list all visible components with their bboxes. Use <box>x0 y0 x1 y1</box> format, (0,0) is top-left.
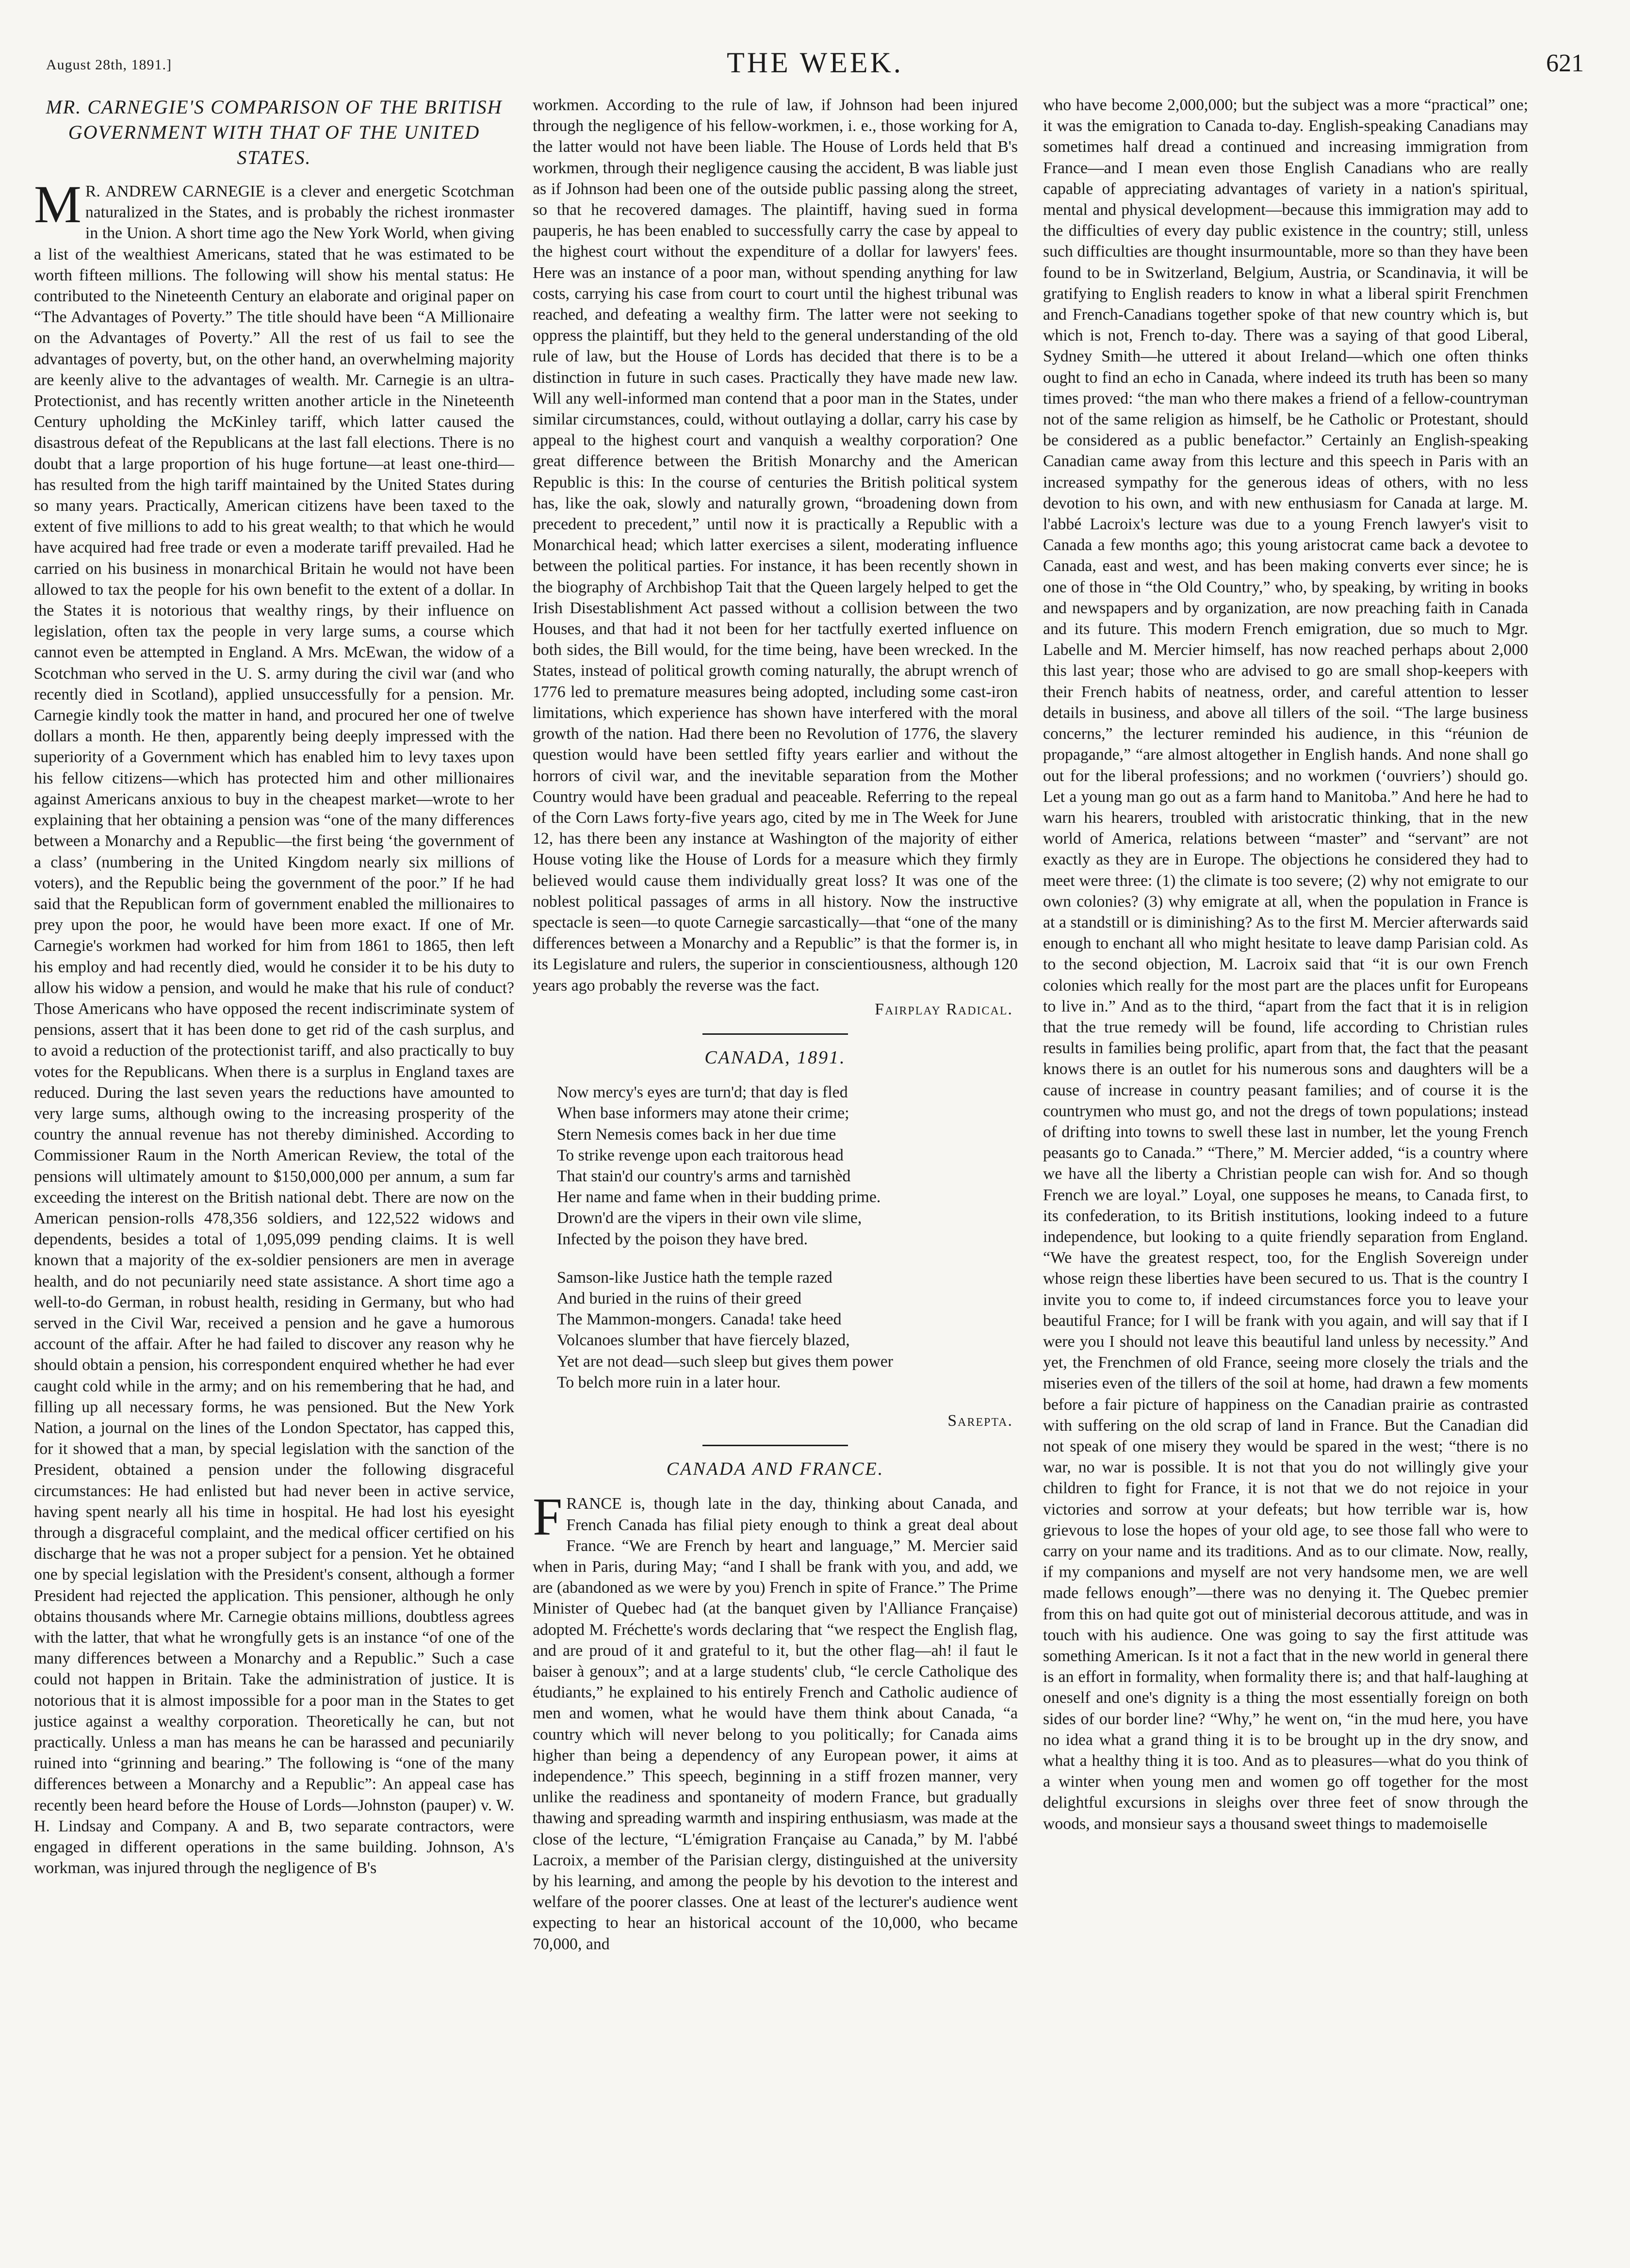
section-divider <box>702 1445 848 1446</box>
poem-line: Infected by the poison they have bred. <box>557 1230 808 1248</box>
poem-line: Her name and fame when in their budding prime. <box>557 1188 881 1207</box>
poem-title: CANADA, 1891. <box>704 1047 846 1068</box>
page-number: 621 <box>1546 49 1584 77</box>
column-1 <box>34 95 514 2249</box>
page-header <box>46 46 1584 85</box>
poem-line: Now mercy's eyes are turn'd; that day is fled <box>557 1083 848 1102</box>
article-paragraph: workmen. According to the rule of law, if Johnson had been injured through the negligence of his fellow-workmen, i. e., those working for A, the latter would not have been liable. The House of Lords held that B's workmen, through their negligence causing the accident, B was liable just as if Johnson had been one of the outside public passing along the street, so that he recovered damages. The plaintiff, having sued in forma pauperis, he has been enabled to successfully carry the case by appeal to the highest court without the expenditure of a dollar for lawyers' fees. Here was an instance of a poor man, without spending anything for law costs, carrying his case from court to court until the highest tribunal was reached, and defeating a wealthy firm. The latter were not seeking to oppress the plaintiff, but they held to the general understanding of the old rule of law, but the House of Lords has decided that there is to be a distinction in future in such cases. Practically they have made new law. Will any well-informed man contend that a poor man in the States, under similar circumstances, could, without outlaying a dollar, carry his case by appeal to the highest court and vanquish a wealthy corporation? One great difference between the British Monarchy and the American Republic is this: In the course of centuries the British political system has, like the oak, slowly and naturally grown, “broadening down from precedent to precedent,” until now it is practically a Republic with a Monarchical head; which latter exercises a silent, moderating influence between the political parties. For instance, it has been recently shown in the biography of Archbishop Tait that the Queen largely helped to get the Irish Disestablishment Act passed without a collision between the two Houses, and that had it not been for her tactfully exerted influence on both sides, the Bill would, for the time being, have been wrecked. In the States, instead of political growth coming naturally, the abrupt wrench of 1776 led to premature measures being adopted, including some cast-iron limitations, which experience has shown have interfered with the moral growth of the nation. Had there been no Revolution of 1776, the slavery question would have been settled fifty years earlier and without the horrors of civil war, and the inevitable separation from the Mother Country would have been gradual and peaceable. Referring to the repeal of the Corn Laws forty-five years ago, cited by me in The Week for June 12, has there been any instance at Washington of the majority of either House voting like the House of Lords for a measure which they firmly believed would cause them individually great loss? It was one of the noblest political passages of arms in all history. Now the instructive spectacle is seen—to quote Carnegie sarcastically—that “one of the many differences between a Monarchy and a Republic” is that the former is, in its Legislature and rulers, the superior in conscientiousness, although 120 years ago probably the reverse was the fact. <box>533 96 1018 995</box>
article-title-canada-france: CANADA AND FRANCE. <box>666 1459 884 1480</box>
masthead-title: THE WEEK. <box>727 47 903 79</box>
poem-line: And buried in the ruins of their greed <box>557 1289 801 1307</box>
poem-stanza <box>557 1267 1018 1393</box>
poem-line: Stern Nemesis comes back in her due time <box>557 1125 836 1143</box>
column-3 <box>1043 95 1528 2249</box>
poem-line: Samson-like Justice hath the temple razed <box>557 1268 832 1287</box>
poem-line: When base informers may atone their crime; <box>557 1104 849 1123</box>
poem-stanza <box>557 1082 1018 1250</box>
article-paragraph: who have become 2,000,000; but the subject was a more “practical” one; it was the emigration to Canada to-day. English-speaking Canadians may sometimes half dread a continued and increasing immigration from France—and I mean even those English Canadians who are really capable of appreciating advantages of variety in a nation's spiritual, mental and physical development—because this immigration may add to the difficulties of every day public existence in the country; still, unless such difficulties are thought insurmountable, more so than they have been found to be in Switzerland, Belgium, Austria, or Scandinavia, it will be gratifying to English readers to know in what a liberal spirit Frenchmen and French-Canadians together spoke of that new country which is, but which is not, French to-day. There was a saying of that good Liberal, Sydney Smith—he uttered it about Ireland—which one often thinks ought to find an echo in Canada, where indeed its truth has been so many times proved: “the man who there makes a friend of a fellow-countryman not of the same religion as himself, be he Catholic or Protestant, should be considered as a public benefactor.” Certainly an English-speaking Canadian came away from this lecture and this speech in Paris with an increased sympathy for the generous ideas of others, with no less devotion to his own, and with new enthusiasm for Canada at large. M. l'abbé Lacroix's lecture was due to a young French lawyer's visit to Canada a few months ago; this young aristocrat came back a devotee to Canada, east and west, and has been making converts ever since; he is one of those in “the Old Country,” who, by speaking, by writing in books and newspapers and by organization, are now preaching faith in Canada and its future. This modern French emigration, due so much to Mgr. Labelle and M. Mercier himself, has now reached perhaps about 2,000 this last year; those who are advised to go are small shop-keepers with their French habits of neatness, order, and careful attention to lesser details in business, and above all tillers of the soil. “The large business concerns,” the lecturer reminded his audience, in this “réunion de propagande,” “are almost altogether in English hands. And none shall go out for the liberal professions; and no workmen (‘ouvriers’) should go. Let a young man go out as a farm hand to Manitoba.” And here he had to warn his hearers, troubled with aristocratic thinking, that in the new world of America, relations between “master” and “servant” are not exactly as they are in Europe. The objections he considered they had to meet were three: (1) the climate is too severe; (2) why not emigrate to our own colonies? (3) why emigrate at all, when the population in France is at a standstill or is diminishing? As to the first M. Mercier afterwards said enough to enchant all who might hesitate to leave damp Parisian cold. As to the second objection, M. Lacroix said that “it is our own French colonies which really for the most part are the places unfit for Europeans to live in.” And as to the third, “apart from the fact that it is in religion that the true remedy will be found, life according to Christian rules results in families being prolific, apart from that, the fact that the peasant knows there is an outlet for his numerous sons and daughters will be a cause of increase in country peasant families; and of course it is the countrymen who must go, and not the dregs of town populations; instead of drifting into towns to swell these last in number, let the young French peasants go to Canada.” “There,” M. Mercier added, “is a country where we have all the liberty a Christian people can wish for. And so though French we are loyal.” Loyal, one supposes he means, to Canada first, to its confederation, to its British institutions, looking indeed to a future independence, but looking to a quite friendly separation from England. “We have the greatest respect, too, for the English Sovereign under whose reign these liberties have been secured to us. That is the country I invite you to come to, if indeed circumstances force you to leave your beautiful France; for I will be frank with you again, and will say that if I were you I should not leave this beautiful land unless by necessity.” And yet, the Frenchmen of old France, seeing more closely the trials and the miseries even of the tillers of the soil at home, had drawn a few moments before a fair picture of happiness on the Canadian prairie as contrasted with suffering on the old scrap of land in France. But the Canadian did not speak of one misery they would be spared in the west; “there is no war, no war is possible. It is not that you do not willingly give your children to fight for France, it is not that we do not rejoice in your victories and sorrow at your defeats; but how terrible war is, how grievous to lose the hopes of your old age, to see those fall who were to carry on your name and its traditions. And as to our climate. Now, really, if my companions and myself are not very handsome men, we are well made fellows enough”—there was no denying it. The Quebec premier from this on had quite got out of ministerial decorous attitude, and was in touch with his audience. One was going to say the first attitude was something American. Is it not a fact that in the new world in general there is an effort in formality, when formality there is; and that half-laughing at oneself and one's dignity is a thing the most essentially foreign on both sides of our border line? “Why,” he went on, “in the mud here, you have no idea what a grand thing it is to be brought up in the dry snow, and what a healthy thing it is too. And as to pleasures—what do you think of a winter when young men and women go off together for the most delightful excursions in sleighs over three feet of snow through the woods, and monsieur says a thousand sweet things to mademoiselle <box>1043 96 1528 1833</box>
article-paragraph: MR. ANDREW CARNEGIE is a clever and energetic Scotchman naturalized in the States, and is probably the richest ironmaster in the Union. A short time ago the New York World, when giving a list of the wealthiest Americans, stated that he was estimated to be worth fifteen millions. The following will show his mental status: He contributed to the Nineteenth Century an elaborate and original paper on “The Advantages of Poverty.” The title should have been “A Millionaire on the Advantages of Poverty.” All the rest of us fail to see the advantages of poverty, but, on the other hand, an overwhelming majority are keenly alive to the advantages of wealth. Mr. Carnegie is an ultra-Protectionist, and has recently written another article in the Nineteenth Century upholding the McKinley tariff, which latter caused the disastrous defeat of the Republicans at the last fall elections. There is no doubt that a large proportion of his huge fortune—at least one-third—has resulted from the high tariff maintained by the United States during so many years. Practically, American citizens have been taxed to the extent of five millions to add to his great wealth; to that which he would have acquired had free trade or even a moderate tariff prevailed. Had he carried on his business in monarchical Britain he would not have been allowed to tax the people for his own benefit to the extent of a dollar. In the States it is notorious that wealthy rings, by their influence on legislation, often tax the people in very large sums, a course which cannot even be attempted in England. A Mrs. McEwan, the widow of a Scotchman who served in the U. S. army during the civil war (and who recently died in Scotland), applied unsuccessfully for a pension. Mr. Carnegie kindly took the matter in hand, and procured her one of twelve dollars a month. He then, apparently being deeply impressed with the superiority of a Government which has enabled him to levy taxes upon his fellow citizens—which has protected him and other millionaires against Americans anxious to buy in the cheapest market—wrote to her explaining that her obtaining a pension was “one of the many differences between a Monarchy and a Republic—the first being ‘the government of a class’ (numbering in the United Kingdom nearly six millions of voters), and the Republic being the government of the poor.” If he had said that the Republican form of government enabled the millionaires to prey upon the poor, he would have been more exact. If one of Mr. Carnegie's workmen had worked for him from 1861 to 1865, then left his employ and had recently died, would he consider it to be his duty to allow his widow a pension, and would he make that his rule of conduct? Those Americans who have opposed the recent indiscriminate system of pensions, assert that it has been done to get rid of the cash surplus, and to avoid a reduction of the protectionist tariff, and also practically to buy votes for the Republicans. When there is a surplus in England taxes are reduced. During the last seven years the reductions have amounted to very large sums, although owing to the increasing prosperity of the country the annual revenue has not thereby diminished. According to Commissioner Raum in the North American Review, the total of the pensions will ultimately amount to $150,000,000 per annum, a sum far exceeding the interest on the British national debt. There are now on the American pension-rolls 478,356 soldiers, and 122,522 widows and dependents, besides a total of 1,095,099 pending claims. It is well known that a majority of the ex-soldier pensioners are men in average health, and do not pecuniarily need state assistance. A short time ago a well-to-do German, in robust health, residing in Germany, but who had served in the Civil War, received a pension and he gave a humorous account of the affair. After he had failed to discover any reason why he should obtain a pension, his correspondent enquired whether he had ever caught cold while in the army; and on his remembering that he had, and filling up all necessary forms, he was pensioned. But the New York Nation, a journal on the lines of the London Spectator, has capped this, for it showed that a man, by special legislation with the sanction of the President, obtained a pension under the following disgraceful circumstances: He had enlisted but had never been in active service, having spent nearly all his time in hospital. He had lost his eyesight through a disgraceful complaint, and the medical officer certified on his discharge that he was not a proper subject for a pension. Yet he obtained one by special legislation with the President's consent, although a former President had rejected the application. This pensioner, although he only obtains thousands where Mr. Carnegie obtains millions, doubtless agrees with the latter, that what he wrongfully gets is an instance “of one of the many differences between a Monarchy and a Republic.” Such a case could not happen in Britain. Take the administration of justice. It is notorious that it is almost impossible for a poor man in the States to get justice against a wealthy corporation. Theoretically he can, but not practically. Unless a man has means he can be harassed and pecuniarily ruined into “grinning and bearing.” The following is “one of the many differences between a Monarchy and a Republic”: An appeal case has recently been heard before the House of Lords—Johnston (pauper) v. W. H. Lindsay and Company. A and B, two separate contractors, were engaged in different operations in the same building. Johnson, A's workman, was injured through the negligence of B's <box>34 175 514 1877</box>
article-signature: Fairplay Radical. <box>875 1000 1013 1018</box>
poem-line: Yet are not dead—such sleep but gives them power <box>557 1352 894 1371</box>
section-divider <box>702 1033 848 1035</box>
poem-line: To belch more ruin in a later hour. <box>557 1373 781 1391</box>
poem-line: That stain'd our country's arms and tarnishèd <box>557 1167 851 1185</box>
poem-line: The Mammon-mongers. Canada! take heed <box>557 1310 842 1329</box>
column-2 <box>533 95 1018 2249</box>
poem-line: Volcanoes slumber that have fiercely blazed, <box>557 1331 850 1350</box>
poem-signature: Sarepta. <box>947 1411 1013 1430</box>
poem-line: To strike revenge upon each traitorous head <box>557 1146 844 1164</box>
article-paragraph: FRANCE is, though late in the day, thinking about Canada, and French Canada has filial piety enough to think a great deal about France. “We are French by heart and language,” M. Mercier said when in Paris, during May; “and I shall be frank with you, and add, we are (abandoned as we were by you) French in spite of France.” The Prime Minister of Quebec had (at the banquet given by l'Alliance Française) adopted M. Fréchette's words declaring that “we respect the English flag, and are proud of it and grateful to it, but the other flag—ah! il faut le baiser à genoux”; and at a large students' club, “le cercle Catholique des étudiants,” he explained to his entirely French and Catholic audience of men and women, what he would have them think about Canada, “a country which will never belong to you politically; for Canada aims higher than being a dependency of any European power, it aims at independence.” This speech, beginning in a stiff frozen manner, very unlike the readiness and spontaneity of modern France, but gradually thawing and spreading warmth and inspiring enthusiasm, was made at the close of the lecture, “L'émigration Française au Canada,” by M. l'abbé Lacroix, a member of the Parisian clergy, distinguished at the university by his learning, and among the people by his devotion to the interest and welfare of the poorer classes. One at least of the lecturer's audience went expecting to hear an historical account of the 10,000, who became 70,000, and <box>533 1487 1018 1953</box>
poem-line: Drown'd are the vipers in their own vile slime, <box>557 1209 862 1227</box>
article-title-carnegie: MR. CARNEGIE'S COMPARISON OF THE BRITISH GOVERNMENT WITH THAT OF THE UNITED STATES. <box>46 96 503 168</box>
header-date: August 28th, 1891.] <box>46 57 172 73</box>
